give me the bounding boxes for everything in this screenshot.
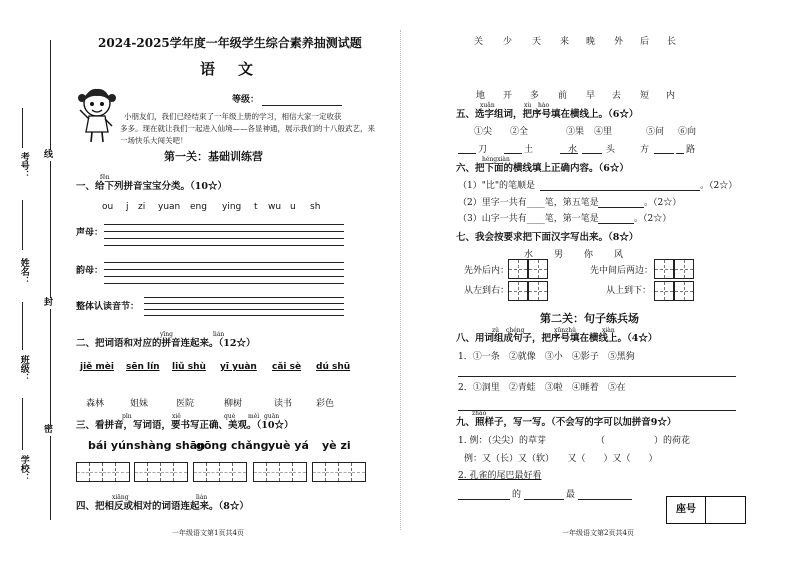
q9-example-2: 例：又（长）又（软） 又（ ）又（ ） bbox=[464, 454, 658, 464]
q1-item-9: sh bbox=[310, 202, 321, 212]
page-footer-right: 一年级语文第2页共4页 bbox=[562, 529, 634, 537]
q2-pinyin-item-3[interactable]: yī yuàn bbox=[220, 362, 257, 372]
q8-pinyin-3: xūnzhǔ bbox=[554, 327, 577, 334]
question-9: 九、照样子，写一写。（不会写的字可以加拼音9☆） bbox=[456, 417, 677, 428]
q7-left-rule-1: 先外后内： bbox=[464, 266, 510, 276]
q2-word-3[interactable]: 柳树 bbox=[224, 399, 243, 409]
q4-bottom-5[interactable]: 去 bbox=[612, 91, 622, 101]
q3-pinyin-2: xiě bbox=[172, 413, 181, 420]
q8-item-2: 2．①洞里 ②青蛙 ③啦 ④睡着 ⑤在 bbox=[458, 383, 626, 393]
question-8: 八、用词组成句子，把序号填在横线上。（4☆） bbox=[456, 333, 658, 344]
name-label: 姓名： bbox=[18, 258, 29, 285]
q3-pinyin-5: guān bbox=[264, 413, 280, 420]
q5-word-1: 土 bbox=[524, 145, 534, 155]
cut-mark-secret: 密 bbox=[44, 425, 54, 435]
q7-grid-left-1b[interactable] bbox=[528, 259, 548, 279]
class-label: 班级： bbox=[18, 355, 29, 382]
binding-line bbox=[50, 40, 51, 520]
q5-word-5: 路 bbox=[686, 145, 696, 155]
seat-number-input[interactable] bbox=[706, 498, 744, 522]
q3-writing-grid-3[interactable] bbox=[253, 462, 307, 482]
q6-pinyin: héngxiàn bbox=[482, 156, 510, 163]
q4-bottom-6[interactable]: 短 bbox=[640, 91, 650, 101]
q1-item-7: wu bbox=[268, 202, 282, 212]
q5-pinyin-3: hào bbox=[538, 102, 550, 109]
q5-option-1: ②全 bbox=[510, 127, 529, 137]
q4-top-2[interactable]: 天 bbox=[532, 37, 542, 47]
q9-zui: 最 bbox=[566, 490, 576, 500]
q6-blank-3[interactable] bbox=[598, 223, 634, 224]
q2-word-4[interactable]: 读书 bbox=[274, 399, 293, 409]
q2-pinyin-item-4[interactable]: cǎi sè bbox=[272, 362, 302, 372]
subject-title: 语 文 bbox=[200, 60, 258, 78]
q1-initials-label: 声母： bbox=[76, 228, 104, 238]
q9-de: 的 bbox=[512, 490, 522, 500]
q7-grid-right-1a[interactable] bbox=[654, 259, 674, 279]
q5-blank-1[interactable] bbox=[504, 153, 522, 154]
q2-pinyin-2: lián bbox=[213, 331, 225, 338]
q6-item-2-score: 。（2☆） bbox=[644, 198, 682, 208]
q1-pinyin: fēn bbox=[100, 174, 110, 181]
q6-item-1-score: 。（2☆） bbox=[700, 181, 738, 191]
q9-blank-1[interactable] bbox=[458, 499, 510, 500]
q7-grid-left-1a[interactable] bbox=[508, 259, 528, 279]
q1-item-5: ying bbox=[222, 202, 242, 212]
q7-char-2: 你 bbox=[584, 250, 594, 260]
q9-blank-3[interactable] bbox=[578, 499, 632, 500]
q4-top-3[interactable]: 来 bbox=[560, 37, 570, 47]
q7-right-rule-2: 从上到下： bbox=[606, 286, 652, 296]
q9-example-1c: ）的荷花 bbox=[654, 436, 691, 446]
q5-option-5: ⑥向 bbox=[678, 127, 697, 137]
question-3: 三、看拼音，写词语，要书写正确、美观。（10☆） bbox=[76, 420, 294, 431]
q6-item-2: （2）里字一共有____笔，第五笔是 bbox=[458, 198, 599, 208]
q5-word-0: 刀 bbox=[478, 145, 488, 155]
school-label: 学校： bbox=[18, 455, 29, 482]
q4-top-4[interactable]: 晚 bbox=[586, 37, 596, 47]
q5-blank-3[interactable] bbox=[582, 153, 602, 154]
q4-pinyin-2: lián bbox=[196, 494, 208, 501]
q4-top-0[interactable]: 关 bbox=[474, 37, 484, 47]
q7-grid-left-2a[interactable] bbox=[508, 281, 528, 301]
q5-option-3: ④里 bbox=[594, 127, 613, 137]
intro-line-2: 多多。现在就让我们一起进入仙境——各显神通，展示我们的十八般武艺，来 bbox=[120, 124, 375, 133]
q5-option-4: ⑤问 bbox=[646, 127, 665, 137]
q3-pinyin-1: pīn bbox=[122, 413, 132, 420]
q1-item-6: t bbox=[254, 202, 258, 212]
q6-item-1: （1）"比"的笔顺是 bbox=[458, 181, 536, 191]
q3-writing-grid-1[interactable] bbox=[134, 462, 188, 482]
q4-bottom-3[interactable]: 前 bbox=[558, 91, 568, 101]
q4-top-7[interactable]: 长 bbox=[667, 37, 677, 47]
q3-writing-grid-4[interactable] bbox=[312, 462, 366, 482]
q2-pinyin-item-5[interactable]: dú shū bbox=[316, 362, 351, 372]
page-divider bbox=[400, 30, 401, 530]
q6-blank-1[interactable] bbox=[540, 190, 700, 191]
question-2: 二、把词语和对应的拼音连起来。（12☆） bbox=[76, 338, 256, 349]
q9-example-3: 2. 孔雀的尾巴最好看 bbox=[458, 471, 542, 481]
q8-pinyin-4: xiàn bbox=[602, 327, 615, 334]
grade-label: 等级： bbox=[232, 95, 260, 105]
q2-word-0[interactable]: 森林 bbox=[86, 399, 105, 409]
level-1-title: 第一关：基础训练营 bbox=[164, 150, 263, 163]
q4-bottom-0[interactable]: 地 bbox=[476, 91, 486, 101]
q4-top-1[interactable]: 少 bbox=[503, 37, 513, 47]
q1-item-0: ou bbox=[102, 202, 114, 212]
exam-title: 2024-2025学年度一年级学生综合素养抽测试题 bbox=[98, 36, 362, 50]
q3-pinyin-item-3: yuè yá bbox=[268, 439, 309, 452]
q7-char-1: 男 bbox=[554, 250, 564, 260]
q5-pinyin-2: xù bbox=[524, 102, 532, 109]
q1-item-4: eng bbox=[190, 202, 207, 212]
q3-pinyin-item-1: shàng shān bbox=[134, 439, 205, 452]
q2-word-2[interactable]: 医院 bbox=[176, 399, 195, 409]
q2-word-5[interactable]: 彩色 bbox=[316, 399, 335, 409]
q2-pinyin-1: yīng bbox=[160, 331, 174, 338]
q9-pinyin: zhào bbox=[472, 410, 487, 417]
q7-grid-left-2b[interactable] bbox=[528, 281, 548, 301]
q4-bottom-2[interactable]: 多 bbox=[530, 91, 540, 101]
q5-blank-0[interactable] bbox=[458, 153, 476, 154]
cut-mark-seal: 封 bbox=[44, 298, 54, 308]
question-7: 七、我会按要求把下面汉字写出来。（8☆） bbox=[456, 232, 639, 243]
question-4: 四、把相反或相对的词语连起来。（8☆） bbox=[76, 501, 249, 512]
intro-line-1: 小朋友们，我们已经结束了一年级上册的学习，相信大家一定收获 bbox=[124, 112, 342, 121]
q6-blank-2[interactable] bbox=[598, 207, 644, 208]
question-5: 五、选字组词，把序号填在横线上。（6☆） bbox=[456, 109, 639, 120]
q7-char-0: 水 bbox=[524, 250, 534, 260]
q1-item-1: j bbox=[126, 202, 129, 212]
q2-pinyin-item-2[interactable]: liǔ shù bbox=[172, 362, 206, 372]
q1-item-8: u bbox=[290, 202, 296, 212]
q1-syllables-label: 整体认读音节： bbox=[76, 302, 140, 312]
q5-word-4: 方 bbox=[640, 145, 650, 155]
q5-word-2: 水 bbox=[568, 145, 578, 155]
level-2-title: 第二关：句子练兵场 bbox=[540, 312, 639, 325]
q5-blank-4[interactable] bbox=[654, 153, 674, 154]
q2-word-1[interactable]: 姐妹 bbox=[130, 399, 149, 409]
q1-finals-label: 韵母： bbox=[76, 266, 104, 276]
q6-item-3: （3）山字一共有____笔，第一笔是 bbox=[458, 214, 599, 224]
q3-pinyin-item-0: bái yún bbox=[88, 439, 134, 452]
q4-bottom-4[interactable]: 早 bbox=[586, 91, 596, 101]
q8-pinyin-1: zǔ bbox=[492, 327, 500, 334]
q5-option-0: ①尖 bbox=[474, 127, 493, 137]
q4-bottom-7[interactable]: 内 bbox=[666, 91, 676, 101]
q6-item-3-score: 。（2☆） bbox=[634, 214, 672, 224]
q3-pinyin-4: měi bbox=[248, 413, 260, 420]
q5-pinyin-1: xuǎn bbox=[480, 102, 495, 109]
q3-writing-grid-2[interactable] bbox=[193, 462, 247, 482]
q4-top-6[interactable]: 后 bbox=[640, 37, 650, 47]
exam-number-label: 考号： bbox=[18, 152, 29, 179]
page-footer-left: 一年级语文第1页共4页 bbox=[172, 529, 244, 537]
seat-number-label: 座号 bbox=[676, 504, 696, 515]
q9-example-1b: （ bbox=[596, 436, 606, 446]
q3-pinyin-item-2: gōng chǎng bbox=[196, 439, 269, 452]
q1-item-2: zi bbox=[138, 202, 146, 212]
question-6: 六、把下面的横线填上正确内容。（6☆） bbox=[456, 163, 629, 174]
q8-answer-line-1[interactable] bbox=[458, 376, 736, 377]
q4-bottom-1[interactable]: 开 bbox=[503, 91, 513, 101]
q9-example-1a: 1. 例：（尖尖）的草芽 bbox=[458, 436, 546, 446]
q8-pinyin-2: chéng bbox=[506, 327, 525, 334]
q7-grid-right-1b[interactable] bbox=[674, 259, 694, 279]
cartoon-girl-icon bbox=[76, 86, 118, 144]
q2-pinyin-item-1[interactable]: sēn lín bbox=[126, 362, 160, 372]
q7-grid-right-2a[interactable] bbox=[654, 281, 674, 301]
q7-right-rule-1: 先中间后两边： bbox=[590, 266, 654, 276]
q3-pinyin-item-4: yè zi bbox=[322, 439, 351, 452]
q3-writing-grid-0[interactable] bbox=[76, 462, 130, 482]
cut-mark-line: 线 bbox=[44, 150, 54, 160]
q8-answer-line-2[interactable] bbox=[458, 410, 736, 411]
q4-top-5[interactable]: 外 bbox=[614, 37, 624, 47]
q9-blank-2[interactable] bbox=[524, 499, 564, 500]
q4-pinyin-1: xiāng bbox=[112, 494, 129, 501]
question-1: 一、给下列拼音宝宝分类。（10☆） bbox=[76, 181, 227, 192]
q3-pinyin-3: què bbox=[224, 413, 236, 420]
q1-item-3: yuan bbox=[158, 202, 181, 212]
q7-grid-right-2b[interactable] bbox=[674, 281, 694, 301]
intro-line-3: 一场快乐大闯关吧！ bbox=[120, 136, 188, 145]
q5-word-3: 头 bbox=[606, 145, 616, 155]
q5-blank-5[interactable] bbox=[676, 153, 684, 154]
q7-char-3: 风 bbox=[614, 250, 624, 260]
q7-left-rule-2: 从左到右： bbox=[464, 286, 510, 296]
q5-option-2: ③果 bbox=[566, 127, 585, 137]
q2-pinyin-item-0[interactable]: jiě mèi bbox=[80, 362, 114, 372]
q8-item-1: 1．①一条 ②就像 ③小 ④影子 ⑤黑狗 bbox=[458, 352, 635, 362]
